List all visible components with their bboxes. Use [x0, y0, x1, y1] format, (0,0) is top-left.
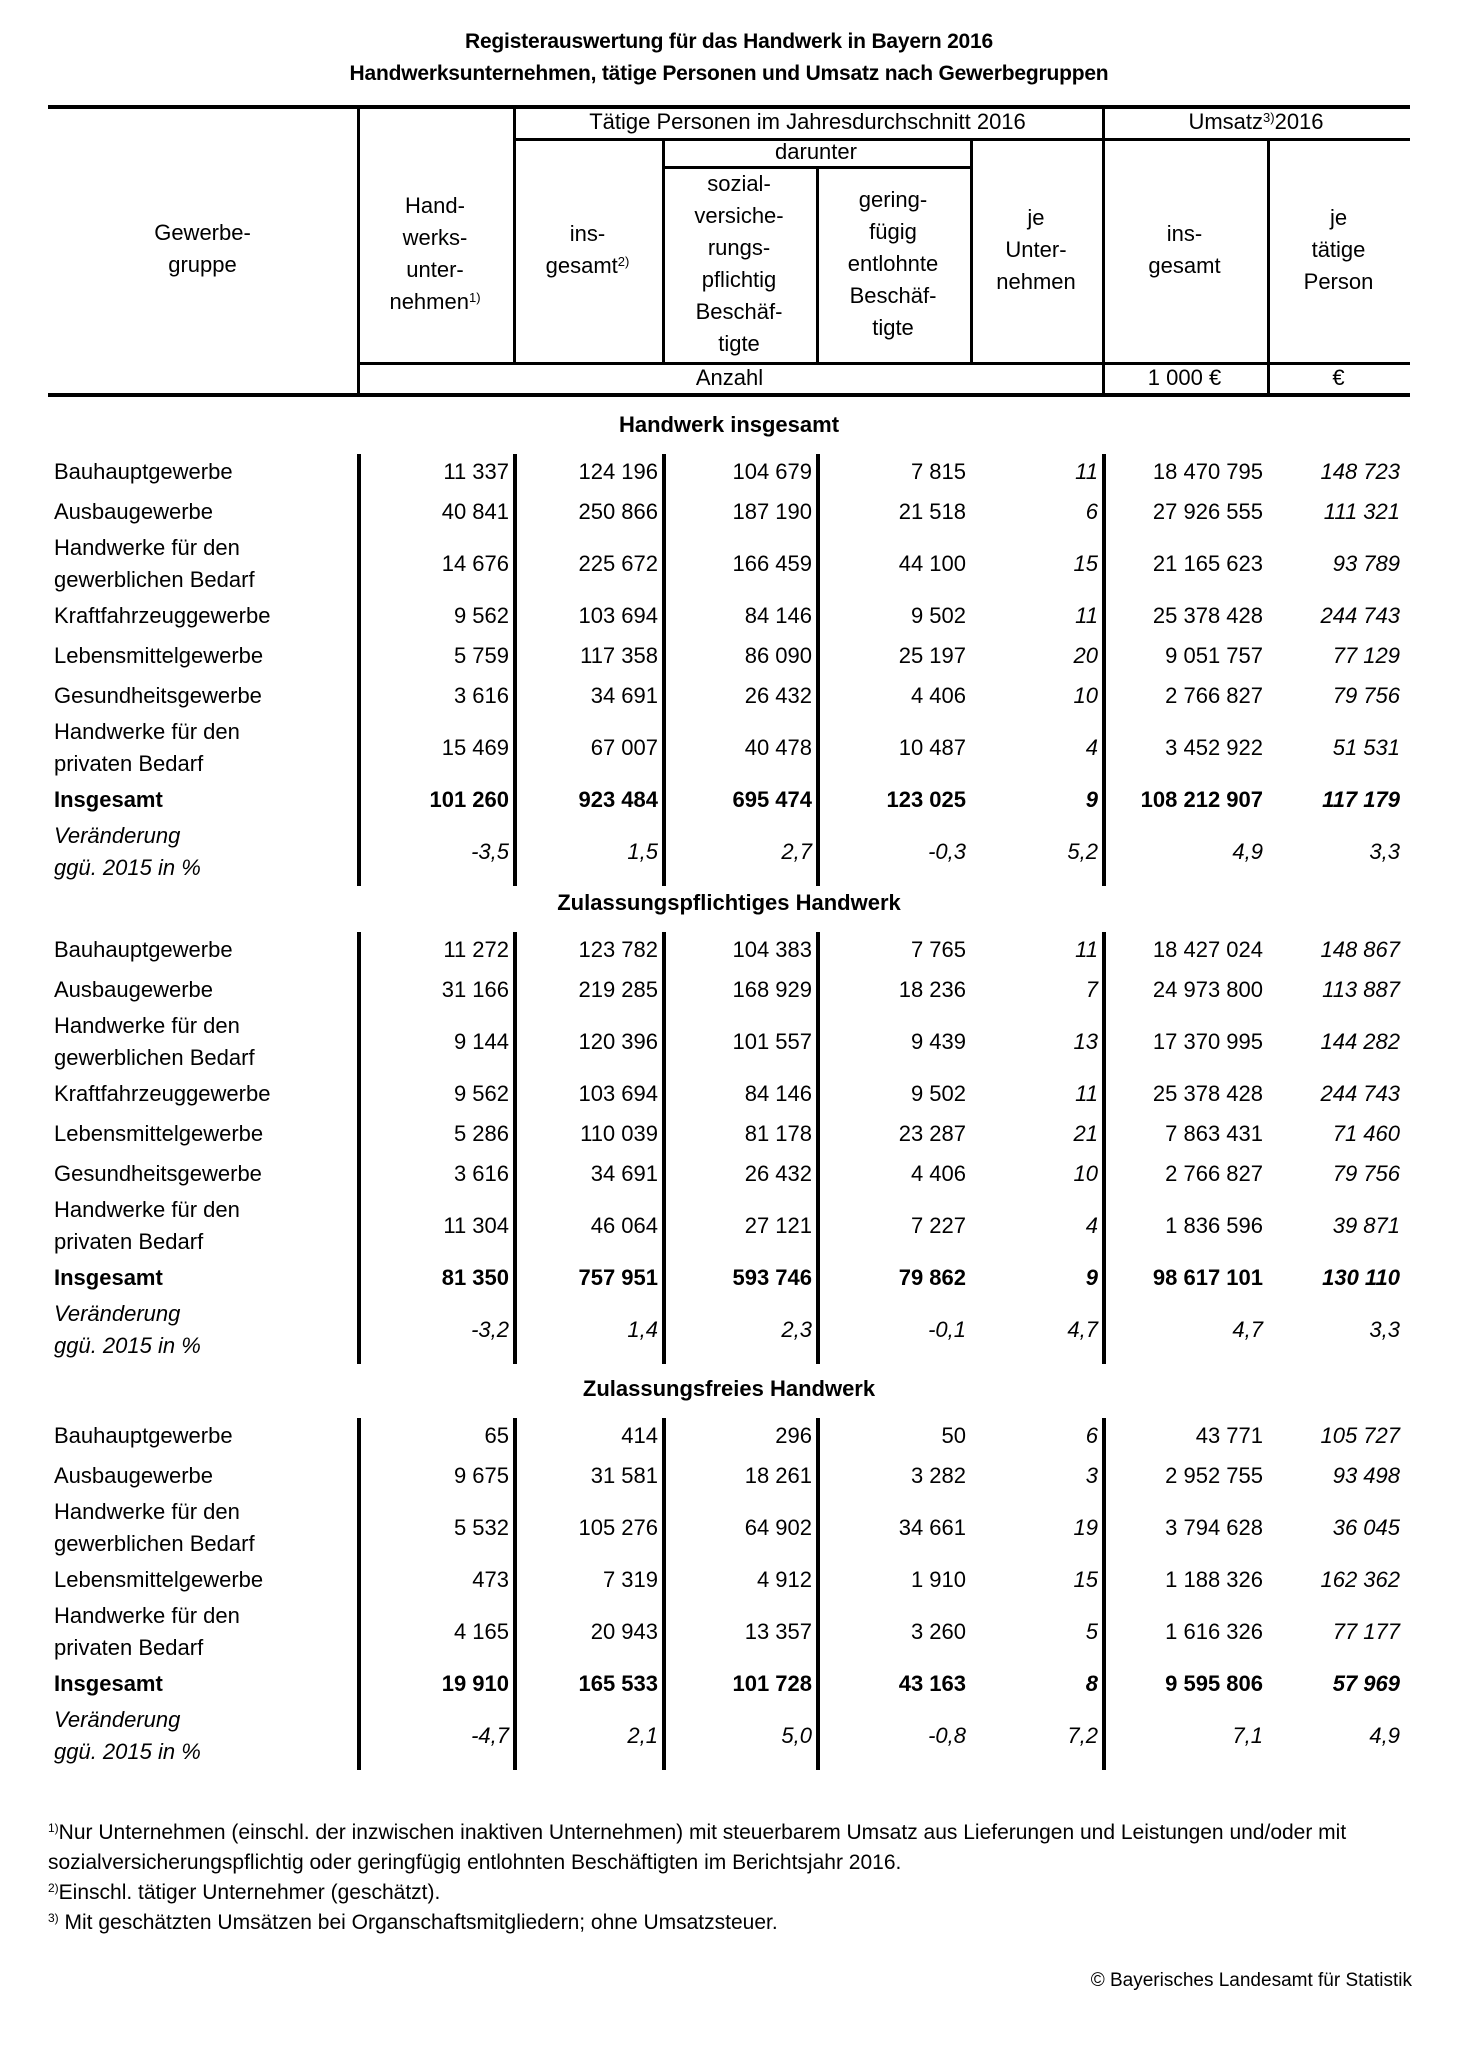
change-row	[48, 1704, 1410, 1768]
cell-geringfuegig: 43 163	[898, 1671, 966, 1696]
cell-je-unternehmen: 11	[1075, 459, 1098, 484]
table-row	[48, 1114, 1410, 1154]
cell-sozialversichert: 13 357	[744, 1619, 812, 1644]
column-rule	[357, 1418, 361, 1770]
row-label: Bauhauptgewerbe	[54, 459, 233, 484]
table-row	[48, 1010, 1410, 1074]
cell-umsatz-je-person: 93 498	[1332, 1463, 1400, 1488]
cell-umsatz-je-person: 148 867	[1320, 937, 1400, 962]
cell-geringfuegig: 9 502	[910, 603, 966, 628]
table-row	[48, 970, 1410, 1010]
cell-handwerksunternehmen: 40 841	[441, 499, 509, 524]
cell-je-unternehmen: 7,2	[1067, 1723, 1098, 1748]
header-umsatz-je-person: je tätige Person	[1303, 205, 1374, 294]
row-label: Lebensmittelgewerbe	[54, 1121, 264, 1146]
cell-umsatz-insgesamt: 27 926 555	[1152, 499, 1263, 524]
cell-sozialversichert: 104 383	[732, 937, 812, 962]
cell-handwerksunternehmen: 5 532	[453, 1515, 509, 1540]
cell-geringfuegig: 123 025	[886, 787, 966, 812]
cell-geringfuegig: 3 260	[910, 1619, 966, 1644]
cell-handwerksunternehmen: -3,2	[471, 1317, 509, 1342]
table-row	[48, 1194, 1410, 1258]
row-label: Ausbaugewerbe	[54, 977, 214, 1002]
row-label: Veränderung ggü. 2015 in %	[54, 823, 201, 880]
cell-sozialversichert: 4 912	[756, 1567, 812, 1592]
cell-umsatz-insgesamt: 9 051 757	[1165, 643, 1263, 668]
cell-umsatz-je-person: 117 179	[1322, 787, 1400, 812]
cell-je-unternehmen: 3	[1085, 1463, 1098, 1488]
cell-handwerksunternehmen: 473	[472, 1567, 509, 1592]
cell-geringfuegig: -0,8	[928, 1723, 966, 1748]
cell-personen-insgesamt: 105 276	[578, 1515, 658, 1540]
unit-anzahl: Anzahl	[695, 364, 764, 390]
column-rule	[513, 454, 517, 886]
cell-umsatz-insgesamt: 21 165 623	[1152, 551, 1263, 576]
cell-umsatz-je-person: 79 756	[1332, 683, 1400, 708]
cell-je-unternehmen: 6	[1085, 499, 1098, 524]
cell-geringfuegig: -0,1	[928, 1317, 966, 1342]
footnote: $^{3)}$ Mit geschätzten Umsätzen bei Organschaftsmitgliedern; ohne Umsatzsteuer.	[48, 1911, 778, 1934]
cell-personen-insgesamt: 757 951	[578, 1265, 658, 1290]
cell-handwerksunternehmen: 9 144	[453, 1029, 509, 1054]
cell-geringfuegig: 23 287	[898, 1121, 966, 1146]
cell-handwerksunternehmen: 5 759	[453, 643, 509, 668]
column-rule	[662, 1418, 666, 1770]
cell-geringfuegig: 9 502	[910, 1081, 966, 1106]
header-je-unternehmen: je Unter- nehmen	[996, 205, 1076, 294]
header-geringfuegig: gering- fügig entlohnte Beschäf- tigte	[847, 187, 939, 340]
cell-personen-insgesamt: 34 691	[590, 683, 658, 708]
cell-geringfuegig: 3 282	[910, 1463, 966, 1488]
cell-umsatz-je-person: 77 129	[1332, 643, 1400, 668]
cell-sozialversichert: 168 929	[732, 977, 812, 1002]
cell-sozialversichert: 26 432	[744, 683, 812, 708]
cell-je-unternehmen: 11	[1075, 603, 1098, 628]
cell-handwerksunternehmen: -3,5	[471, 839, 509, 864]
cell-geringfuegig: 7 765	[910, 937, 966, 962]
cell-umsatz-insgesamt: 2 766 827	[1165, 1161, 1263, 1186]
cell-handwerksunternehmen: 11 304	[443, 1213, 509, 1238]
cell-handwerksunternehmen: 11 272	[443, 937, 509, 962]
cell-umsatz-je-person: 105 727	[1320, 1423, 1400, 1448]
cell-umsatz-je-person: 36 045	[1332, 1515, 1400, 1540]
cell-umsatz-je-person: 57 969	[1332, 1671, 1400, 1696]
cell-je-unternehmen: 10	[1073, 1161, 1098, 1186]
cell-umsatz-insgesamt: 9 595 806	[1165, 1671, 1263, 1696]
cell-umsatz-je-person: 144 282	[1320, 1029, 1400, 1054]
cell-personen-insgesamt: 225 672	[578, 551, 658, 576]
cell-handwerksunternehmen: 5 286	[453, 1121, 509, 1146]
cell-umsatz-je-person: 51 531	[1332, 735, 1400, 760]
footnotes	[48, 1818, 1418, 1938]
cell-je-unternehmen: 7	[1085, 977, 1098, 1002]
cell-umsatz-je-person: 3,3	[1369, 1317, 1400, 1342]
column-rule	[513, 1418, 517, 1770]
cell-je-unternehmen: 5	[1085, 1619, 1098, 1644]
section-title: Zulassungspflichtiges Handwerk	[557, 890, 901, 915]
cell-personen-insgesamt: 20 943	[590, 1619, 658, 1644]
header-personen-insgesamt: ins- gesamt$^{2)}$	[545, 221, 630, 278]
cell-umsatz-je-person: 93 789	[1332, 551, 1400, 576]
cell-umsatz-insgesamt: 1 616 326	[1165, 1619, 1263, 1644]
column-rule	[816, 932, 820, 1364]
cell-sozialversichert: 104 679	[732, 459, 812, 484]
cell-je-unternehmen: 4	[1085, 735, 1098, 760]
column-rule	[357, 932, 361, 1364]
cell-personen-insgesamt: 923 484	[578, 787, 658, 812]
cell-geringfuegig: 21 518	[898, 499, 966, 524]
section-title: Handwerk insgesamt	[618, 412, 840, 437]
cell-umsatz-je-person: 148 723	[1320, 459, 1400, 484]
row-label: Gesundheitsgewerbe	[54, 683, 262, 708]
cell-handwerksunternehmen: 9 562	[453, 603, 509, 628]
cell-personen-insgesamt: 2,1	[627, 1723, 658, 1748]
cell-umsatz-je-person: 4,9	[1369, 1723, 1400, 1748]
row-label: Handwerke für den gewerblichen Bedarf	[54, 1499, 255, 1556]
cell-geringfuegig: 9 439	[910, 1029, 966, 1054]
cell-umsatz-je-person: 111 321	[1323, 499, 1400, 524]
cell-je-unternehmen: 6	[1085, 1423, 1098, 1448]
change-row	[48, 1298, 1410, 1362]
table-row	[48, 676, 1410, 716]
table-row	[48, 1600, 1410, 1664]
cell-handwerksunternehmen: 31 166	[441, 977, 509, 1002]
cell-personen-insgesamt: 103 694	[578, 1081, 658, 1106]
document-subtitle: Handwerksunternehmen, tätige Personen und Umsatz nach Gewerbegruppen	[349, 62, 1109, 85]
cell-geringfuegig: 25 197	[898, 643, 966, 668]
cell-sozialversichert: 166 459	[732, 551, 812, 576]
column-rule	[1102, 454, 1106, 886]
footnote: $^{1)}$Nur Unternehmen (einschl. der inzwischen inaktiven Unternehmen) mit steuerbarem Umsatz aus Lieferungen und Leistungen und/oder mit sozialversicherungspflichtig oder geringfügig entlohnten Beschäftigten im Berichtsjahr 2016.	[48, 1821, 1347, 1874]
row-label: Insgesamt	[54, 787, 163, 812]
cell-handwerksunternehmen: 14 676	[441, 551, 509, 576]
cell-sozialversichert: 40 478	[744, 735, 812, 760]
cell-umsatz-insgesamt: 18 470 795	[1152, 459, 1263, 484]
cell-je-unternehmen: 4,7	[1067, 1317, 1098, 1342]
table-row	[48, 1496, 1410, 1560]
cell-umsatz-je-person: 244 743	[1320, 1081, 1400, 1106]
footnote: $^{2)}$Einschl. tätiger Unternehmer (geschätzt).	[48, 1881, 441, 1904]
cell-sozialversichert: 5,0	[781, 1723, 812, 1748]
cell-sozialversichert: 64 902	[744, 1515, 812, 1540]
cell-sozialversichert: 2,7	[781, 839, 812, 864]
cell-geringfuegig: 7 227	[910, 1213, 966, 1238]
table-row	[48, 716, 1410, 780]
cell-je-unternehmen: 11	[1075, 1081, 1098, 1106]
header-umsatz-insgesamt: ins- gesamt	[1148, 221, 1221, 278]
cell-je-unternehmen: 10	[1073, 683, 1098, 708]
row-label: Ausbaugewerbe	[54, 499, 214, 524]
cell-umsatz-insgesamt: 3 794 628	[1165, 1515, 1263, 1540]
cell-je-unternehmen: 21	[1073, 1121, 1098, 1146]
table-row	[48, 1456, 1410, 1496]
cell-je-unternehmen: 15	[1073, 1567, 1098, 1592]
row-label: Handwerke für den privaten Bedarf	[54, 719, 240, 776]
row-label: Handwerke für den gewerblichen Bedarf	[54, 535, 255, 592]
cell-geringfuegig: 4 406	[910, 683, 966, 708]
cell-personen-insgesamt: 31 581	[590, 1463, 658, 1488]
unit-1000-euro: 1 000 €	[1147, 364, 1222, 390]
cell-handwerksunternehmen: 9 675	[453, 1463, 509, 1488]
header-darunter: darunter	[775, 139, 857, 164]
table-row	[48, 636, 1410, 676]
cell-personen-insgesamt: 124 196	[578, 459, 658, 484]
cell-je-unternehmen: 11	[1075, 937, 1098, 962]
row-label: Insgesamt	[54, 1265, 163, 1290]
cell-sozialversichert: 187 190	[732, 499, 812, 524]
cell-umsatz-insgesamt: 43 771	[1195, 1423, 1263, 1448]
cell-handwerksunternehmen: 3 616	[453, 683, 509, 708]
cell-je-unternehmen: 20	[1073, 643, 1098, 668]
cell-umsatz-insgesamt: 1 188 326	[1165, 1567, 1263, 1592]
cell-umsatz-insgesamt: 18 427 024	[1152, 937, 1263, 962]
row-label: Kraftfahrzeuggewerbe	[54, 603, 271, 628]
column-rule	[513, 932, 517, 1364]
change-row	[48, 820, 1410, 884]
cell-handwerksunternehmen: 3 616	[453, 1161, 509, 1186]
cell-sozialversichert: 695 474	[732, 787, 812, 812]
cell-umsatz-je-person: 77 177	[1332, 1619, 1400, 1644]
cell-personen-insgesamt: 123 782	[578, 937, 658, 962]
cell-sozialversichert: 86 090	[744, 643, 812, 668]
column-rule	[662, 454, 666, 886]
cell-personen-insgesamt: 103 694	[578, 603, 658, 628]
cell-personen-insgesamt: 46 064	[590, 1213, 658, 1238]
cell-handwerksunternehmen: 65	[484, 1423, 509, 1448]
table-row	[48, 596, 1410, 636]
cell-umsatz-je-person: 162 362	[1320, 1567, 1400, 1592]
total-row	[48, 780, 1410, 820]
cell-umsatz-je-person: 113 887	[1322, 977, 1400, 1002]
cell-je-unternehmen: 8	[1085, 1671, 1098, 1696]
cell-handwerksunternehmen: 4 165	[453, 1619, 509, 1644]
document-title: Registerauswertung für das Handwerk in Bayern 2016	[464, 30, 993, 53]
header-handwerksunternehmen: Hand- werks- unter- nehmen$^{1)}$	[389, 192, 481, 314]
cell-umsatz-insgesamt: 4,9	[1232, 839, 1263, 864]
row-label: Handwerke für den privaten Bedarf	[54, 1197, 240, 1254]
row-label: Lebensmittelgewerbe	[54, 1567, 264, 1592]
cell-geringfuegig: 7 815	[910, 459, 966, 484]
cell-handwerksunternehmen: -4,7	[471, 1723, 509, 1748]
cell-umsatz-insgesamt: 108 212 907	[1140, 787, 1263, 812]
cell-personen-insgesamt: 67 007	[590, 735, 658, 760]
cell-sozialversichert: 84 146	[744, 1081, 812, 1106]
cell-umsatz-insgesamt: 25 378 428	[1152, 603, 1263, 628]
cell-personen-insgesamt: 414	[621, 1423, 658, 1448]
table-row	[48, 1560, 1410, 1600]
cell-geringfuegig: 1 910	[910, 1567, 966, 1592]
table-row	[48, 1416, 1410, 1456]
cell-geringfuegig: -0,3	[928, 839, 966, 864]
cell-personen-insgesamt: 219 285	[578, 977, 658, 1002]
table-row	[48, 492, 1410, 532]
row-label: Insgesamt	[54, 1671, 163, 1696]
cell-umsatz-je-person: 71 460	[1332, 1121, 1400, 1146]
cell-geringfuegig: 79 862	[898, 1265, 966, 1290]
cell-je-unternehmen: 13	[1073, 1029, 1098, 1054]
cell-geringfuegig: 10 487	[898, 735, 966, 760]
cell-je-unternehmen: 9	[1085, 1265, 1098, 1290]
total-row	[48, 1664, 1410, 1704]
cell-umsatz-insgesamt: 3 452 922	[1165, 735, 1263, 760]
cell-handwerksunternehmen: 9 562	[453, 1081, 509, 1106]
cell-umsatz-insgesamt: 7,1	[1232, 1723, 1263, 1748]
table-row	[48, 532, 1410, 596]
total-row	[48, 1258, 1410, 1298]
table-row	[48, 452, 1410, 492]
row-label: Bauhauptgewerbe	[54, 1423, 233, 1448]
row-label: Veränderung ggü. 2015 in %	[54, 1301, 201, 1358]
cell-umsatz-je-person: 3,3	[1369, 839, 1400, 864]
header-bottom-rule	[48, 393, 1410, 397]
column-rule	[1102, 1418, 1106, 1770]
row-label: Veränderung ggü. 2015 in %	[54, 1707, 201, 1764]
cell-sozialversichert: 26 432	[744, 1161, 812, 1186]
row-label: Kraftfahrzeuggewerbe	[54, 1081, 271, 1106]
column-rule	[662, 932, 666, 1364]
cell-umsatz-insgesamt: 4,7	[1232, 1317, 1263, 1342]
cell-sozialversichert: 81 178	[744, 1121, 812, 1146]
cell-je-unternehmen: 19	[1073, 1515, 1098, 1540]
cell-umsatz-insgesamt: 1 836 596	[1165, 1213, 1263, 1238]
row-label: Gesundheitsgewerbe	[54, 1161, 262, 1186]
cell-umsatz-insgesamt: 2 766 827	[1165, 683, 1263, 708]
cell-je-unternehmen: 15	[1073, 551, 1098, 576]
cell-sozialversichert: 101 728	[732, 1671, 812, 1696]
row-label: Ausbaugewerbe	[54, 1463, 214, 1488]
cell-geringfuegig: 4 406	[910, 1161, 966, 1186]
table-row	[48, 1154, 1410, 1194]
cell-sozialversichert: 84 146	[744, 603, 812, 628]
cell-umsatz-insgesamt: 25 378 428	[1152, 1081, 1263, 1106]
cell-geringfuegig: 50	[941, 1423, 966, 1448]
cell-sozialversichert: 593 746	[732, 1265, 812, 1290]
copyright: © Bayerisches Landesamt für Statistik	[1090, 1970, 1412, 1991]
cell-sozialversichert: 296	[775, 1423, 812, 1448]
cell-handwerksunternehmen: 19 910	[441, 1671, 509, 1696]
column-rule	[1102, 932, 1106, 1364]
cell-sozialversichert: 27 121	[744, 1213, 812, 1238]
cell-personen-insgesamt: 7 319	[602, 1567, 658, 1592]
column-rule	[357, 454, 361, 886]
row-label: Handwerke für den privaten Bedarf	[54, 1603, 240, 1660]
cell-handwerksunternehmen: 15 469	[441, 735, 509, 760]
cell-je-unternehmen: 5,2	[1067, 839, 1098, 864]
cell-je-unternehmen: 9	[1085, 787, 1098, 812]
unit-euro: €	[1332, 364, 1345, 390]
row-label: Lebensmittelgewerbe	[54, 643, 264, 668]
cell-umsatz-je-person: 39 871	[1332, 1213, 1400, 1238]
cell-handwerksunternehmen: 11 337	[443, 459, 509, 484]
cell-je-unternehmen: 4	[1085, 1213, 1098, 1238]
column-rule	[816, 454, 820, 886]
cell-umsatz-insgesamt: 2 952 755	[1165, 1463, 1263, 1488]
cell-personen-insgesamt: 250 866	[578, 499, 658, 524]
cell-personen-insgesamt: 165 533	[578, 1671, 658, 1696]
cell-sozialversichert: 101 557	[732, 1029, 812, 1054]
cell-personen-insgesamt: 1,5	[627, 839, 658, 864]
cell-personen-insgesamt: 1,4	[627, 1317, 658, 1342]
cell-umsatz-insgesamt: 24 973 800	[1152, 977, 1263, 1002]
cell-geringfuegig: 44 100	[898, 551, 966, 576]
cell-geringfuegig: 34 661	[898, 1515, 966, 1540]
cell-personen-insgesamt: 34 691	[590, 1161, 658, 1186]
cell-umsatz-je-person: 244 743	[1320, 603, 1400, 628]
cell-personen-insgesamt: 120 396	[578, 1029, 658, 1054]
cell-umsatz-insgesamt: 17 370 995	[1152, 1029, 1263, 1054]
table-row	[48, 1074, 1410, 1114]
row-label: Bauhauptgewerbe	[54, 937, 233, 962]
header-umsatz: Umsatz $^{3)}$ 2016	[1188, 108, 1324, 134]
header-taetige-personen: Tätige Personen im Jahresdurchschnitt 2016	[589, 108, 1026, 134]
table-row	[48, 930, 1410, 970]
cell-handwerksunternehmen: 101 260	[429, 787, 509, 812]
column-rule	[816, 1418, 820, 1770]
cell-sozialversichert: 18 261	[744, 1463, 812, 1488]
cell-personen-insgesamt: 117 358	[580, 643, 658, 668]
cell-handwerksunternehmen: 81 350	[441, 1265, 509, 1290]
cell-sozialversichert: 2,3	[781, 1317, 812, 1342]
section-title: Zulassungsfreies Handwerk	[582, 1376, 876, 1401]
cell-umsatz-insgesamt: 7 863 431	[1165, 1121, 1263, 1146]
cell-personen-insgesamt: 110 039	[580, 1121, 658, 1146]
header-sozialversicherungspflichtig: sozial- versiche- rungs- pflichtig Beschäf- tigte	[694, 171, 784, 356]
cell-umsatz-je-person: 79 756	[1332, 1161, 1400, 1186]
row-label: Handwerke für den gewerblichen Bedarf	[54, 1013, 255, 1070]
header-gewerbegruppe: Gewerbe- gruppe	[154, 220, 251, 277]
cell-geringfuegig: 18 236	[898, 977, 966, 1002]
cell-umsatz-insgesamt: 98 617 101	[1152, 1265, 1263, 1290]
cell-umsatz-je-person: 130 110	[1322, 1265, 1400, 1290]
